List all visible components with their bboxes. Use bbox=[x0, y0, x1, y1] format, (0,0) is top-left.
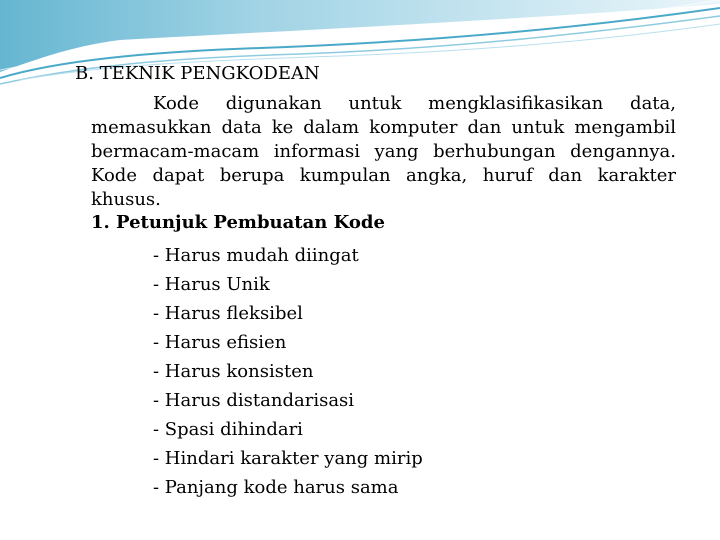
list-item: - Hindari karakter yang mirip bbox=[153, 448, 423, 469]
section-heading: B. TEKNIK PENGKODEAN bbox=[75, 63, 320, 84]
list-item: - Harus fleksibel bbox=[153, 303, 303, 324]
list-item: - Harus distandarisasi bbox=[153, 390, 355, 411]
guideline-list bbox=[153, 241, 423, 502]
list-item: - Harus mudah diingat bbox=[153, 245, 359, 266]
list-item: - Harus Unik bbox=[153, 274, 270, 295]
subsection-heading: 1. Petunjuk Pembuatan Kode bbox=[91, 212, 385, 233]
list-item: - Harus efisien bbox=[153, 332, 287, 353]
list-item: - Spasi dihindari bbox=[153, 419, 303, 440]
intro-paragraph: Kode digunakan untuk mengklasifikasikan data, memasukkan data ke dalam komputer dan untuk mengambil bermacam-macam informasi yang berhubungan dengannya. Kode dapat berupa kumpulan angka, huruf dan karakter khusus. bbox=[91, 93, 676, 210]
list-item: - Harus konsisten bbox=[153, 361, 314, 382]
list-item: - Panjang kode harus sama bbox=[153, 477, 399, 498]
